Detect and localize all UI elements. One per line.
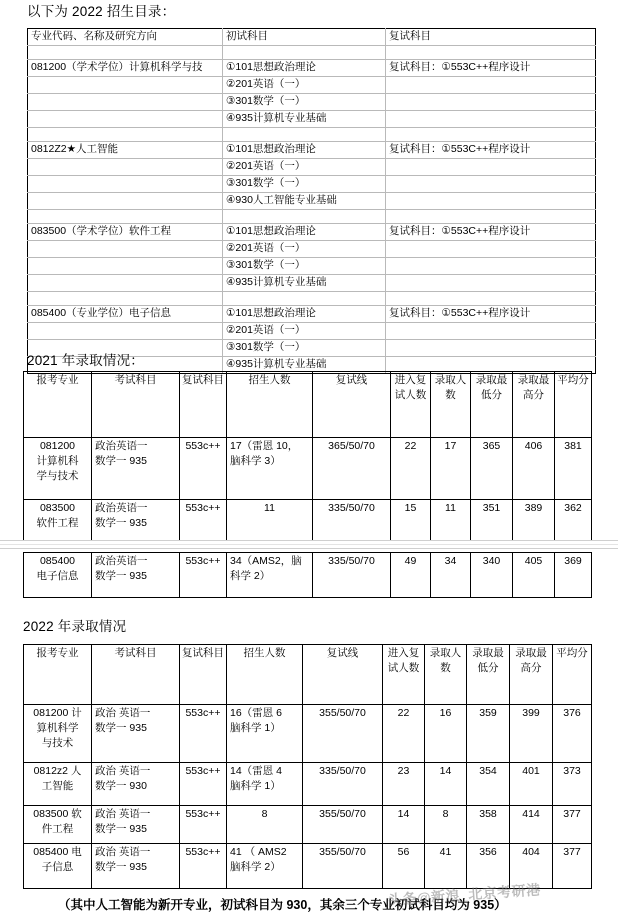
- cell-major: [24, 553, 92, 598]
- cell-min: 359: [467, 705, 510, 763]
- table-row: [28, 142, 596, 159]
- col-header-admitted: 录取人数: [431, 372, 471, 438]
- catalog-major-cont: [28, 275, 223, 292]
- cell-line-score: 355/50/70: [303, 806, 383, 844]
- cell-admitted: 41: [425, 844, 467, 889]
- cell-exam: [92, 553, 180, 598]
- cell-avg: 376: [553, 705, 592, 763]
- cell-avg: 381: [555, 438, 592, 500]
- cell-admitted: 8: [425, 806, 467, 844]
- cell-line: 数学一 935: [95, 517, 147, 529]
- table-row: [24, 705, 592, 763]
- cell-line-score: 335/50/70: [313, 500, 391, 545]
- table-row: [28, 94, 596, 111]
- cell-line: 083500 软: [33, 808, 82, 820]
- cell-line: 数学一 935: [95, 455, 147, 467]
- cell-line: 算机科学: [36, 722, 79, 734]
- cell-line-score: 335/50/70: [303, 763, 383, 806]
- cell-avg: 373: [553, 763, 592, 806]
- cell-major: [24, 806, 92, 844]
- cell-line: 085400: [39, 555, 76, 567]
- catalog-retest: 复试科目：①553C++程序设计: [386, 60, 596, 77]
- catalog-exam-subject: ③301数学（一）: [223, 258, 386, 275]
- catalog-exam-subject: ④935计算机专业基础: [223, 357, 386, 374]
- cell-line: 政治 英语一: [95, 707, 151, 719]
- table-row: [28, 128, 596, 142]
- catalog-retest: 复试科目：①553C++程序设计: [386, 224, 596, 241]
- cell-min: 365: [471, 438, 513, 500]
- cell-admitted: 11: [431, 500, 471, 545]
- cell-line: 政治 英语一: [95, 765, 151, 777]
- cell-line: 件工程: [41, 823, 74, 835]
- catalog-major-cont: [28, 77, 223, 94]
- cell-line: 学与技术: [36, 470, 79, 482]
- catalog-exam-subject: ④935计算机专业基础: [223, 275, 386, 292]
- catalog-exam-subject: ①101思想政治理论: [223, 60, 386, 77]
- col-header-entered: 进入复试人数: [383, 645, 425, 705]
- cell-line: 政治 英语一: [95, 846, 151, 858]
- col-header-max: 录取最高分: [513, 372, 555, 438]
- cell-line: 与技术: [41, 737, 74, 749]
- footnote-text: （其中人工智能为新开专业，初试科目为 930，其余三个专业初试科目均为 935）: [58, 898, 507, 912]
- cell-line: 085400 电: [33, 846, 82, 858]
- cell-enroll: 8: [227, 806, 303, 844]
- catalog-major-cont: [28, 258, 223, 275]
- col-header-exam: 考试科目: [92, 645, 180, 705]
- table-row: [28, 306, 596, 323]
- catalog-major-cont: [28, 94, 223, 111]
- catalog-retest-cont: [386, 176, 596, 193]
- catalog-exam-subject: ②201英语（一）: [223, 159, 386, 176]
- cell-avg: 369: [555, 553, 592, 598]
- cell-exam: [92, 500, 180, 545]
- catalog-retest-cont: [386, 77, 596, 94]
- stats-table-2022: [23, 644, 592, 889]
- cell-exam: [92, 438, 180, 500]
- cell-retest: 553c++: [180, 705, 227, 763]
- cell-line: 计算机科: [36, 455, 79, 467]
- table-row: [24, 438, 592, 500]
- cell-max: 389: [513, 500, 555, 545]
- cell-min: 354: [467, 763, 510, 806]
- table-row: [28, 29, 596, 46]
- catalog-retest-cont: [386, 159, 596, 176]
- cell-exam: [92, 844, 180, 889]
- cell-line: 电子信息: [36, 570, 79, 582]
- table-row: [28, 176, 596, 193]
- cell-line: 数学一 935: [95, 861, 147, 873]
- catalog-header-major: 专业代码、名称及研究方向: [28, 29, 223, 46]
- cell-line: 政治 英语一: [95, 808, 151, 820]
- catalog-exam-subject: ④935计算机专业基础: [223, 111, 386, 128]
- col-header-line: 复试线: [303, 645, 383, 705]
- table-row: [28, 292, 596, 306]
- cell-enroll: [227, 553, 313, 598]
- col-header-major: 报考专业: [24, 645, 92, 705]
- cell-exam: [92, 763, 180, 806]
- cell-enroll: [227, 844, 303, 889]
- catalog-retest-cont: [386, 94, 596, 111]
- col-header-entered: 进入复试人数: [391, 372, 431, 438]
- cell-line: 083500: [39, 502, 76, 514]
- table-row: [24, 553, 592, 598]
- spacer-cell: [28, 128, 223, 142]
- cell-major: [24, 763, 92, 806]
- catalog-exam-subject: ③301数学（一）: [223, 340, 386, 357]
- catalog-retest-cont: [386, 340, 596, 357]
- cell-line: 政治英语一: [95, 440, 148, 452]
- catalog-exam-subject: ①101思想政治理论: [223, 142, 386, 159]
- spacer-cell: [223, 46, 386, 60]
- cell-entered: 14: [383, 806, 425, 844]
- spacer-cell: [223, 210, 386, 224]
- cell-line: 软件工程: [36, 517, 79, 529]
- table-row: [24, 763, 592, 806]
- cell-retest: 553c++: [180, 500, 227, 545]
- cell-line-score: 355/50/70: [303, 705, 383, 763]
- col-header-enroll: 招生人数: [227, 645, 303, 705]
- cell-entered: 23: [383, 763, 425, 806]
- cell-major: [24, 438, 92, 500]
- cell-avg: 377: [553, 844, 592, 889]
- catalog-exam-subject: ②201英语（一）: [223, 323, 386, 340]
- cell-min: 358: [467, 806, 510, 844]
- cell-line: 数学一 935: [95, 722, 147, 734]
- table-row: [28, 111, 596, 128]
- table-row: [24, 844, 592, 889]
- cell-line: 41 （ AMS2: [230, 846, 287, 858]
- catalog-major-cont: [28, 241, 223, 258]
- col-header-avg: 平均分: [555, 372, 592, 438]
- cell-admitted: 17: [431, 438, 471, 500]
- catalog-retest: 复试科目：①553C++程序设计: [386, 306, 596, 323]
- cell-line: 工智能: [41, 780, 74, 792]
- table-row: [28, 224, 596, 241]
- table-row: [28, 46, 596, 60]
- cell-line: 0812z2 人: [33, 765, 82, 777]
- cell-line: 科学 2）: [230, 570, 271, 582]
- cell-admitted: 16: [425, 705, 467, 763]
- cell-entered: 56: [383, 844, 425, 889]
- col-header-retest: 复试科目: [180, 372, 227, 438]
- catalog-exam-subject: ④930人工智能专业基础: [223, 193, 386, 210]
- spacer-cell: [386, 128, 596, 142]
- catalog-exam-subject: ③301数学（一）: [223, 176, 386, 193]
- cell-retest: 553c++: [180, 806, 227, 844]
- table-row: [24, 500, 592, 545]
- cell-min: 351: [471, 500, 513, 545]
- cell-avg: 362: [555, 500, 592, 545]
- catalog-major-cont: [28, 323, 223, 340]
- cell-max: 399: [510, 705, 553, 763]
- catalog-exam-subject: ②201英语（一）: [223, 241, 386, 258]
- col-header-min: 录取最低分: [471, 372, 513, 438]
- page-title-catalog: 以下为 2022 招生目录：: [27, 4, 176, 19]
- catalog-exam-subject: ①101思想政治理论: [223, 224, 386, 241]
- cell-retest: 553c++: [180, 844, 227, 889]
- cell-line-score: 365/50/70: [313, 438, 391, 500]
- cell-line: 数学一 935: [95, 570, 147, 582]
- catalog-header-retest: 复试科目: [386, 29, 596, 46]
- table-row: [28, 77, 596, 94]
- catalog-retest: 复试科目：①553C++程序设计: [386, 142, 596, 159]
- cell-admitted: 34: [431, 553, 471, 598]
- cell-line: 14（雷恩 4: [230, 765, 282, 777]
- table-header-row: [24, 372, 592, 438]
- catalog-exam-subject: ①101思想政治理论: [223, 306, 386, 323]
- catalog-major-cont: [28, 176, 223, 193]
- stats-table-2021-continued: [23, 552, 592, 598]
- catalog-major: 083500（学术学位）软件工程: [28, 224, 223, 241]
- spacer-cell: [28, 46, 223, 60]
- catalog-major-cont: [28, 159, 223, 176]
- cell-entered: 22: [383, 705, 425, 763]
- cell-line: 脑科学 1）: [230, 780, 281, 792]
- catalog-retest-cont: [386, 258, 596, 275]
- catalog-exam-subject: ②201英语（一）: [223, 77, 386, 94]
- cell-enroll: [227, 705, 303, 763]
- cell-min: 340: [471, 553, 513, 598]
- spacer-cell: [28, 210, 223, 224]
- cell-max: 405: [513, 553, 555, 598]
- cell-entered: 49: [391, 553, 431, 598]
- spacer-cell: [386, 210, 596, 224]
- cell-line: 数学一 930: [95, 780, 147, 792]
- cell-enroll: [227, 438, 313, 500]
- cell-admitted: 14: [425, 763, 467, 806]
- col-header-line: 复试线: [313, 372, 391, 438]
- table-row: [28, 210, 596, 224]
- table-row: [28, 241, 596, 258]
- cell-max: 406: [513, 438, 555, 500]
- catalog-retest-cont: [386, 241, 596, 258]
- col-header-enroll: 招生人数: [227, 372, 313, 438]
- table-row: [28, 60, 596, 77]
- cell-line: 政治英语一: [95, 555, 148, 567]
- catalog-major-cont: [28, 111, 223, 128]
- cell-enroll: 11: [227, 500, 313, 545]
- cell-major: [24, 844, 92, 889]
- cell-exam: [92, 806, 180, 844]
- col-header-admitted: 录取人数: [425, 645, 467, 705]
- spacer-cell: [386, 292, 596, 306]
- cell-line: 脑科学 1）: [230, 722, 281, 734]
- spacer-cell: [386, 46, 596, 60]
- cell-major: [24, 500, 92, 545]
- table-header-row: [24, 645, 592, 705]
- catalog-exam-subject: ③301数学（一）: [223, 94, 386, 111]
- page-title-2022: 2022 年录取情况: [23, 619, 127, 634]
- cell-max: 401: [510, 763, 553, 806]
- catalog-retest-cont: [386, 193, 596, 210]
- catalog-retest-cont: [386, 323, 596, 340]
- catalog-major: 0812Z2★人工智能: [28, 142, 223, 159]
- catalog-table: [27, 28, 596, 374]
- cell-exam: [92, 705, 180, 763]
- cell-line: 脑科学 2）: [230, 861, 281, 873]
- cell-retest: 553c++: [180, 438, 227, 500]
- cell-line: 34（AMS2，脑: [230, 555, 302, 567]
- col-header-min: 录取最低分: [467, 645, 510, 705]
- spacer-cell: [223, 292, 386, 306]
- col-header-exam: 考试科目: [92, 372, 180, 438]
- table-row: [28, 193, 596, 210]
- stats-table-2021: [23, 371, 592, 545]
- catalog-major: 085400（专业学位）电子信息: [28, 306, 223, 323]
- col-header-retest: 复试科目: [180, 645, 227, 705]
- cell-retest: 553c++: [180, 763, 227, 806]
- col-header-max: 录取最高分: [510, 645, 553, 705]
- cell-line: 16（雷恩 6: [230, 707, 282, 719]
- cell-line: 政治英语一: [95, 502, 148, 514]
- cell-retest: 553c++: [180, 553, 227, 598]
- col-header-major: 报考专业: [24, 372, 92, 438]
- catalog-major-cont: [28, 193, 223, 210]
- cell-avg: 377: [553, 806, 592, 844]
- catalog-retest-cont: [386, 111, 596, 128]
- table-row: [28, 159, 596, 176]
- col-header-avg: 平均分: [553, 645, 592, 705]
- spacer-cell: [223, 128, 386, 142]
- cell-max: 404: [510, 844, 553, 889]
- cell-line-score: 335/50/70: [313, 553, 391, 598]
- cell-max: 414: [510, 806, 553, 844]
- cell-min: 356: [467, 844, 510, 889]
- catalog-major: 081200（学术学位）计算机科学与技: [28, 60, 223, 77]
- watermark-text: 头条@新浪_北京考研港: [387, 881, 542, 908]
- cell-entered: 15: [391, 500, 431, 545]
- cell-line-score: 355/50/70: [303, 844, 383, 889]
- table-row: [28, 323, 596, 340]
- cell-line: 081200 计: [33, 707, 82, 719]
- table-row: [28, 258, 596, 275]
- cell-line: 子信息: [41, 861, 74, 873]
- catalog-retest-cont: [386, 275, 596, 292]
- cell-line: 数学一 935: [95, 823, 147, 835]
- cell-line: 17（雷恩 10，: [230, 440, 299, 452]
- page-break-separator: [0, 540, 618, 549]
- cell-entered: 22: [391, 438, 431, 500]
- page-title-2021: 2021 年录取情况：: [27, 353, 144, 368]
- cell-enroll: [227, 763, 303, 806]
- cell-line: 081200: [39, 440, 76, 452]
- cell-line: 脑科学 3）: [230, 455, 281, 467]
- spacer-cell: [28, 292, 223, 306]
- table-row: [24, 806, 592, 844]
- catalog-header-exam: 初试科目: [223, 29, 386, 46]
- cell-major: [24, 705, 92, 763]
- table-row: [28, 275, 596, 292]
